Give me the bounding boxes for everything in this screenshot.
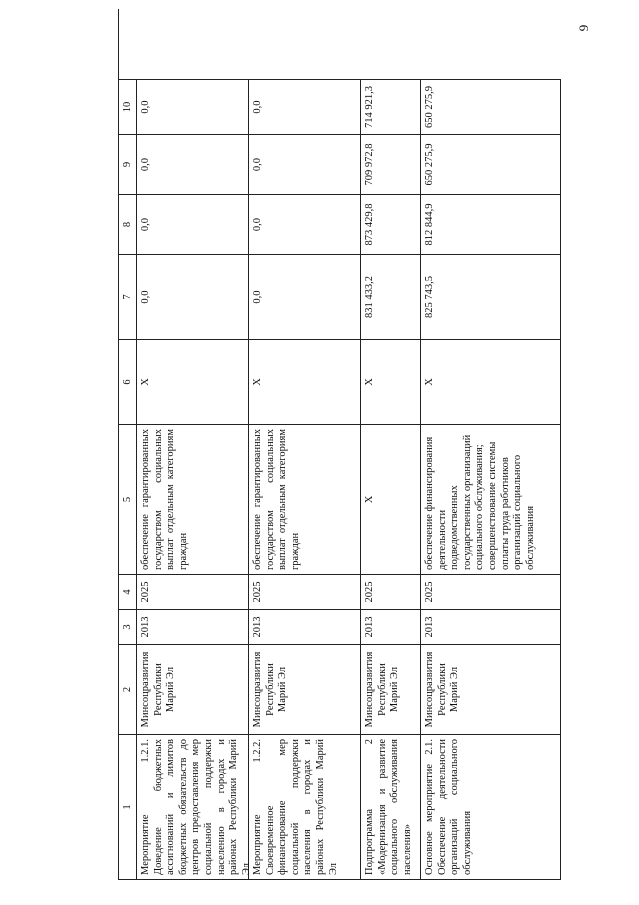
row3-executor: Минсоцразвития Республики Марий Эл — [361, 644, 421, 734]
row4-col9: 650 275,9 — [421, 134, 561, 194]
row2-executor: Минсоцразвития Республики Марий Эл — [249, 644, 361, 734]
page-number: 9 — [576, 24, 591, 32]
header-cell-8: 8 — [119, 194, 137, 254]
header-cell-7: 7 — [119, 254, 137, 339]
row3-name: Подпрограмма 2 «Модернизация и развитие социального обслуживания населения» — [361, 734, 421, 879]
row1-col6: X — [137, 339, 249, 424]
row4-col7: 825 743,5 — [421, 254, 561, 339]
row3-start: 2013 — [361, 609, 421, 644]
row2-col10: 0,0 — [249, 79, 361, 134]
program-table — [118, 9, 561, 880]
row4-executor: Минсоцразвития Республики Марий Эл — [421, 644, 561, 734]
row4-result: обеспечение финансирования деятельности подведомственных государственных организаций социального обслуживания; совершенствование системы оплаты труда работников организаций социального обслуживания — [421, 424, 561, 574]
header-cell-9: 9 — [119, 134, 137, 194]
header-cell-10: 10 — [119, 79, 137, 134]
row2-col8: 0,0 — [249, 194, 361, 254]
header-cell-6: 6 — [119, 339, 137, 424]
row1-col7: 0,0 — [137, 254, 249, 339]
row3-col8: 873 429,8 — [361, 194, 421, 254]
header-cell-2: 2 — [119, 644, 137, 734]
header-cell-1: 1 — [119, 734, 137, 879]
row1-col9: 0,0 — [137, 134, 249, 194]
row4-col6: X — [421, 339, 561, 424]
row1-start: 2013 — [137, 609, 249, 644]
row2-col6: X — [249, 339, 361, 424]
row1-col8: 0,0 — [137, 194, 249, 254]
header-cell-4: 4 — [119, 574, 137, 609]
header-cell-3: 3 — [119, 609, 137, 644]
row2-col9: 0,0 — [249, 134, 361, 194]
row2-result: обеспечение гарантированных государством социальных выплат отдельным категориям граждан — [249, 424, 361, 574]
row1-executor: Минсоцразвития Республики Марий Эл — [137, 644, 249, 734]
row3-end: 2025 — [361, 574, 421, 609]
row3-col10: 714 921,3 — [361, 79, 421, 134]
row2-end: 2025 — [249, 574, 361, 609]
header-cell-5: 5 — [119, 424, 137, 574]
row4-start: 2013 — [421, 609, 561, 644]
row4-col10: 650 275,9 — [421, 79, 561, 134]
row3-result: X — [361, 424, 421, 574]
row3-col9: 709 972,8 — [361, 134, 421, 194]
row1-col10: 0,0 — [137, 79, 249, 134]
row4-col8: 812 844,9 — [421, 194, 561, 254]
row1-name: Мероприятие 1.2.1. Доведение бюджетных ассигнований и лимитов бюджетных обязательств до центров предоставления мер социальной поддержки населению в городах и районах Республики Марий Эл — [137, 734, 249, 879]
row4-end: 2025 — [421, 574, 561, 609]
row3-col6: X — [361, 339, 421, 424]
row1-end: 2025 — [137, 574, 249, 609]
row2-col7: 0,0 — [249, 254, 361, 339]
row1-result: обеспечение гарантированных государством социальных выплат отдельным категориям граждан — [137, 424, 249, 574]
row2-name: Мероприятие 1.2.2. Своевременное финансирование мер социальной поддержки населения в городах и районах Республики Марий Эл — [249, 734, 361, 879]
row2-start: 2013 — [249, 609, 361, 644]
row3-col7: 831 433,2 — [361, 254, 421, 339]
row4-name: Основное мероприятие 2.1. Обеспечение деятельности организаций социального обслуживания — [421, 734, 561, 879]
